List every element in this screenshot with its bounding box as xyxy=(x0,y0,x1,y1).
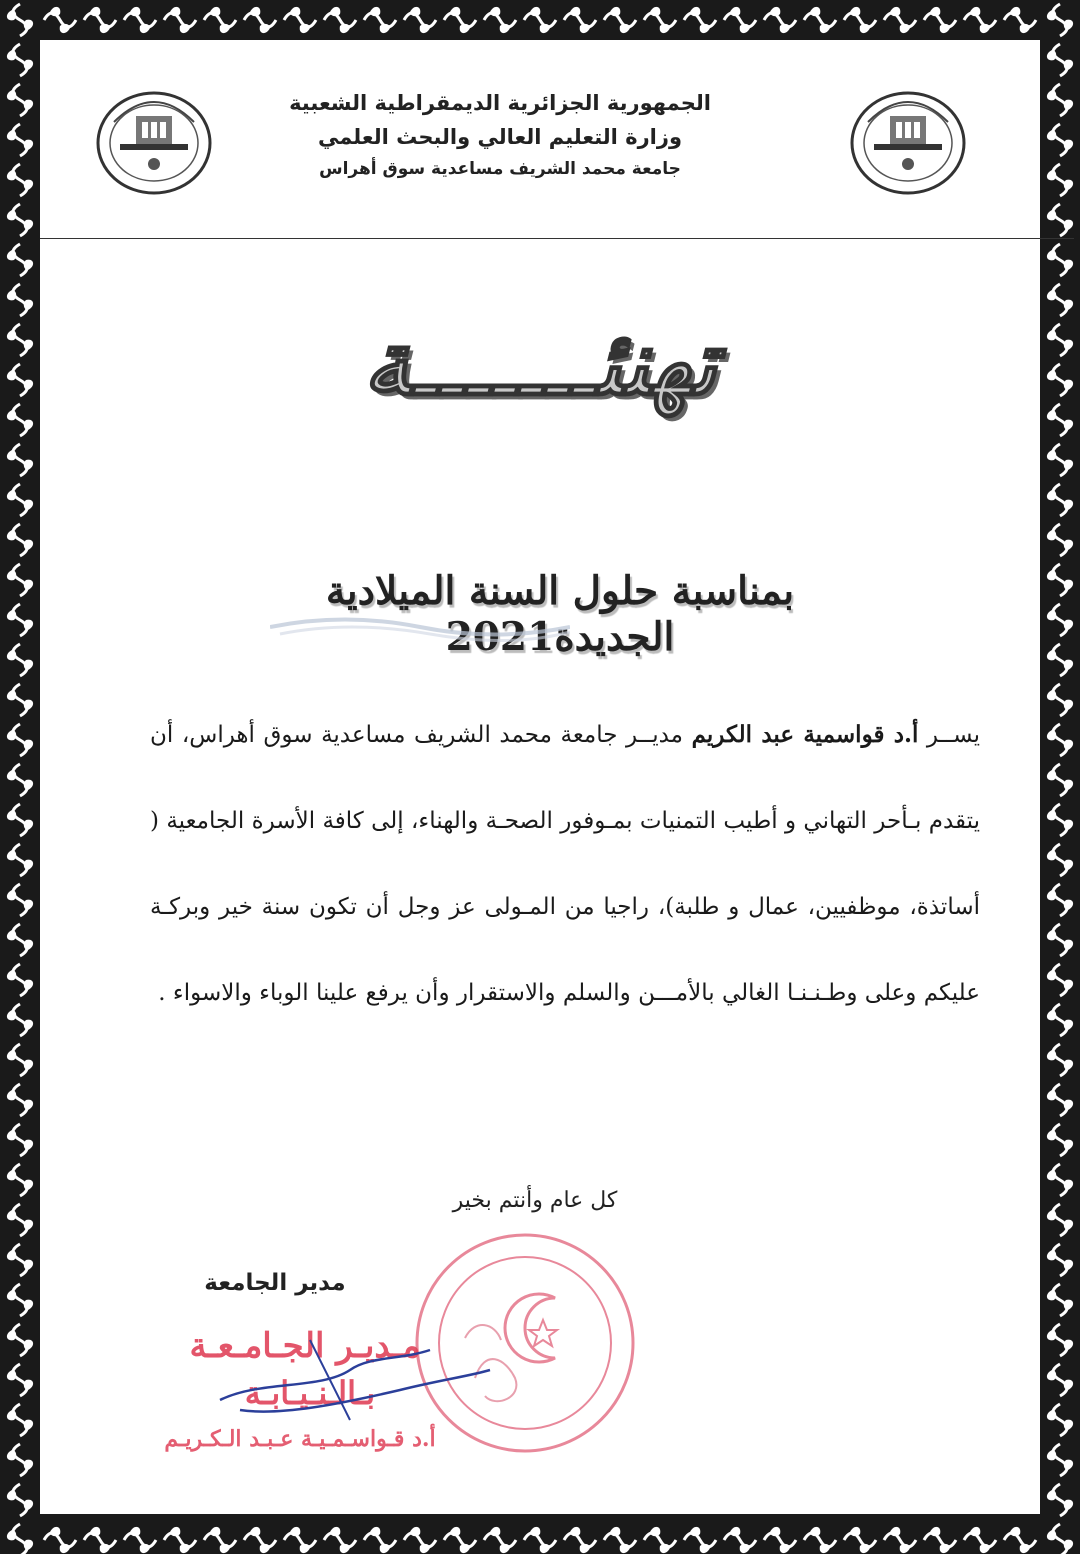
body-opening: يســر xyxy=(926,722,981,748)
stamp-title: مـديـر الجـامـعـة xyxy=(189,1326,421,1366)
decorative-wave xyxy=(270,612,570,642)
greeting-body xyxy=(150,692,980,1036)
university-logo-right xyxy=(848,88,968,198)
letterhead xyxy=(250,86,750,184)
signature-title: مدير الجامعة xyxy=(204,1270,346,1296)
closing-wish: كل عام وأنتم بخير xyxy=(452,1188,618,1213)
university-logo-left xyxy=(94,88,214,198)
header-ministry: وزارة التعليم العالي والبحث العلمي xyxy=(317,125,683,149)
stamp-interim: بـالـنـيـابـة xyxy=(244,1374,376,1412)
rector-name: أ.د قواسمية عبد الكريم xyxy=(691,721,919,748)
stamp-name: أ.د قـواسـمـيـة عـبـد الـكـريـم xyxy=(164,1426,436,1452)
handwritten-signature xyxy=(200,1320,500,1440)
header-republic: الجمهورية الجزائرية الديمقراطية الشعبية xyxy=(289,91,711,115)
greeting-title: تهنئـــــــة xyxy=(363,310,717,416)
occasion-heading: بمناسبة حلول السنة الميلادية الجديدة2021 xyxy=(325,568,795,660)
body-main: مديــر جامعة محمد الشريف مساعدية سوق أهراس، أن يتقدم بـأحر التهاني و أطيب التمنيات بمـوفور الصحـة والهناء، إلى كافة الأسرة الجامعية ( أساتذة، موظفيين، عمال و طلبة)، راجيا من المـولى عز وجل أن تكون سنة خير وبركـة عليكم وعلى وطـنـنـا الغالي بالأمـــن والسلم والاستقرار وأن يرفع علينا الوباء والاسواء . xyxy=(150,722,980,1006)
header-university: جامعة محمد الشريف مساعدية سوق أهراس xyxy=(319,159,681,179)
header-divider xyxy=(40,238,1074,239)
